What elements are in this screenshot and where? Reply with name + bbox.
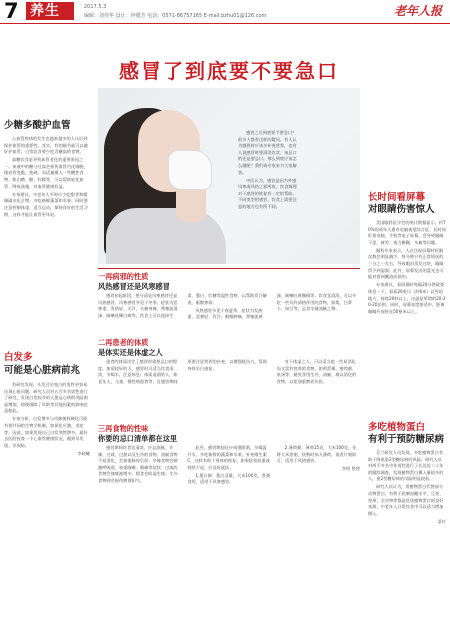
section-3-body (98, 445, 360, 486)
left-headline-1: 少糖多酸护血管 (4, 120, 71, 131)
paragraph: 芬兰研究人员发现，多吃植物蛋白有助于降低患2型糖尿病的风险。研究人员对两千多名中年男性进行了长达近二十年的跟踪调查，发现植物蛋白摄入量较多的人，患2型糖尿病的风险明显较低。 (368, 450, 444, 482)
paragraph: 专家建议，看屏幕时每隔20分钟就要休息一下，看看20英尺（约6米）以外的地方，持续20秒以上，这就是所谓的20-20-20法则。同时，屏幕亮度要适中，距离眼睛应保持在50厘米以上。 (368, 282, 446, 314)
left-headline-2a: 白发多 (4, 352, 33, 363)
left-article-2 (4, 382, 90, 458)
paragraph: 中医认为，感冒是因为外感风寒或风热之邪所致，饮食调理对于感冒的恢复有一定的帮助。不同类型的感冒，饮食上需要注意的地方也有所不同。 (238, 177, 297, 210)
section-2-title: 二再患者的体质 (98, 338, 149, 347)
byline: 李晓曦 (77, 450, 90, 456)
section-2-subtitle: 是体实还是体虚之人 (98, 348, 163, 357)
paragraph: 研究人员认为，用植物蛋白代替部分动物蛋白，有利于控制血糖水平。豆类、坚果、全谷物等都是优质植物蛋白的良好来源，中老年人日常饮食中可以适当增加摄入。 (368, 484, 444, 516)
section-rule (98, 268, 360, 269)
right-headline-2-line-2: 有利于预防糖尿病 (368, 434, 445, 445)
section-1-subtitle: 风热感冒还是风寒感冒 (98, 282, 170, 291)
section-3-title: 三再食物的性味 (98, 424, 149, 433)
paragraph: 对于体虚之人，可以适当吃一些易消化而又富有营养的食物，如鸡蛋羹、瘦肉粥、鱼汤等，避免食用生冷、油腻、难以消化的食物，以免加重脾胃负担。 (276, 359, 357, 384)
section-3-heading (98, 424, 177, 444)
lead-text (238, 130, 300, 212)
paragraph: 感冒期间饮食宜清淡，应忌油腻、辛辣、过咸、过甜以及生冷的食物。油腻食物不易消化，会加重肠胃负担；辛辣食物会刺激呼吸道，加重咳嗽、咽痛等症状；过咸的食物会使痰液增多；甜食会助湿生痰；生冷食物则会损伤脾胃阳气。 (98, 445, 178, 483)
left-article-1 (4, 136, 90, 220)
paragraph: 专家分析，白发增多与动脉粥样硬化可能有着共同的生物学机制，如氧化应激、炎症等。因此，如果发现自己白发突然增多，最好去医院检查一下心血管健康状况，做到早发现、早预防。 (4, 416, 88, 448)
tissue-icon (168, 150, 212, 190)
right-headline-1-line-1: 长时间看屏幕 (368, 192, 426, 203)
section-2-body (98, 359, 360, 385)
masthead (0, 0, 450, 22)
paragraph: 患者的体质决定了感冒时需要忌口的程度。体质较好的人，感冒时可适当饮食清淡，多喝水，注意休息；体质虚弱的人，如老年人、儿童、慢性病患者等，在感冒期间更要注意营养的补充，以增强抵抗力，帮助身体早日康复。 (98, 359, 267, 384)
paragraph: 感冒之后到底要不要急口？很多人都有这样的疑问。有人认为感冒时应该多补充营养，也有人说感冒时要清淡饮食，该忌口的还是要忌口。那么到底应该怎么做呢？我们请专家来为大家解答。 (238, 130, 297, 175)
byline: 李明 整理 (341, 466, 360, 472)
right-article-1 (368, 220, 446, 317)
section-3-subtitle: 你要的忌口清单都在这里 (98, 434, 178, 443)
paragraph: 有研究发现，头发过早变白的男性更容易出现心脏问题。研究人员对五百多名男性进行了研究，发现白发较多的人患冠心病的风险明显增加，即使排除了年龄等其他因素的影响也是如此。 (4, 382, 88, 414)
recipe-item: 2.薄荷粥：薄荷15克，大米100克，先将大米煮粥，快熟时加入薄荷，再煮片刻即可，适用于风热感冒。 (276, 445, 357, 464)
page-number: 7 (4, 0, 19, 23)
right-headline-1 (368, 192, 446, 216)
cold-woman-photo (98, 88, 360, 264)
right-headline-2 (368, 422, 446, 446)
masthead-divider (0, 23, 450, 24)
paragraph: 美国眼科医学会的统计数据显示，约70%的成年人患有电脑视觉综合征。长时间盯着电脑、手机等电子屏幕，会导致眼睛干涩、疲劳、视力模糊、头痛等问题。 (368, 220, 446, 245)
issue-date: 2017.5.3 (84, 4, 107, 10)
paragraph: 高糖饮食是导致血管老化的重要原因之一。血液中的糖分过高会损伤血管内皮细胞，使血管变脆、变硬。而适量摄入一些酸性食物，如山楂、醋、柠檬等，可以帮助软化血管、降低血脂，对血管健康有益。 (4, 157, 88, 189)
paragraph: 专家建议，中老年人平时应少吃甜食和精制碳水化合物，多吃新鲜蔬菜和水果。同时要注意控制体重，适当运动，保持良好的生活习惯，这样才能让血管更年轻。 (4, 191, 88, 217)
paragraph: 此外，感冒期间还应戒烟限酒，多喝温开水，多吃新鲜的蔬菜和水果，补充维生素C，这样有助于身体的恢复。如果症状较重或持续不退，应及时就医。 (187, 445, 270, 470)
byline: 梁红 (437, 518, 446, 524)
section-1-heading (98, 272, 170, 292)
paragraph: 风热感冒多见于春夏季，症状为发热重、恶寒轻、有汗、咽喉肿痛、鼻塞流黄涕、咳嗽吐黄稠痰等。饮食宜清淡，可以多吃一些具有清热作用的食物，如梨、白萝卜、绿豆等，忌食辛辣油腻之物。 (187, 293, 357, 320)
right-headline-1-line-2: 对眼睛伤害惊人 (368, 204, 435, 215)
main-headline: 感冒了到底要不要急口 (119, 59, 339, 83)
right-headline-2-line-1: 多吃植物蛋白 (368, 422, 426, 433)
paragraph: 心血管疾病的发生也越来越多的人认识到保护血管的重要性。其实，有的细节就可以做好护血管。日常饮食要少吃含糖高的食物。 (4, 136, 88, 155)
editor-credits: 编辑：刘伟华 设计：钟腊芳 电话：0571-86757165 E-mail:bzhu01@126.com (84, 13, 267, 19)
section-name: 养生 (30, 3, 60, 19)
left-headline-2b: 可能是心脏病前兆 (4, 365, 81, 376)
section-1-body (98, 293, 360, 321)
section-1-title: 一再病邪的性质 (98, 272, 149, 281)
right-article-2 (368, 450, 446, 526)
recipe-item: 1.葱白粥：葱白适量，大米100克，煮粥食用，适用于风寒感冒。 (187, 472, 271, 485)
paragraph: 感冒初起阶段，要分清是风寒感冒还是风热感冒。风寒感冒多见于冬季，症状为恶寒重、发热轻、无汗、头痛身痛、鼻塞流清涕、咳嗽吐稀白痰等。饮食上可以选择生姜、葱白、红糖等温性食物，以帮助发汗解表，驱散寒邪。 (98, 293, 267, 318)
section-2-heading (98, 338, 163, 358)
newspaper-name: 老年人报 (393, 4, 442, 18)
paragraph: 眼科专家表示，人在注视屏幕时眨眼次数会明显减少，每分钟只有正常情况的三分之一左右，导致眼泪蒸发过快，眼睛得不到湿润。此外，屏幕发出的蓝光也可能对视网膜造成损伤。 (368, 247, 444, 280)
